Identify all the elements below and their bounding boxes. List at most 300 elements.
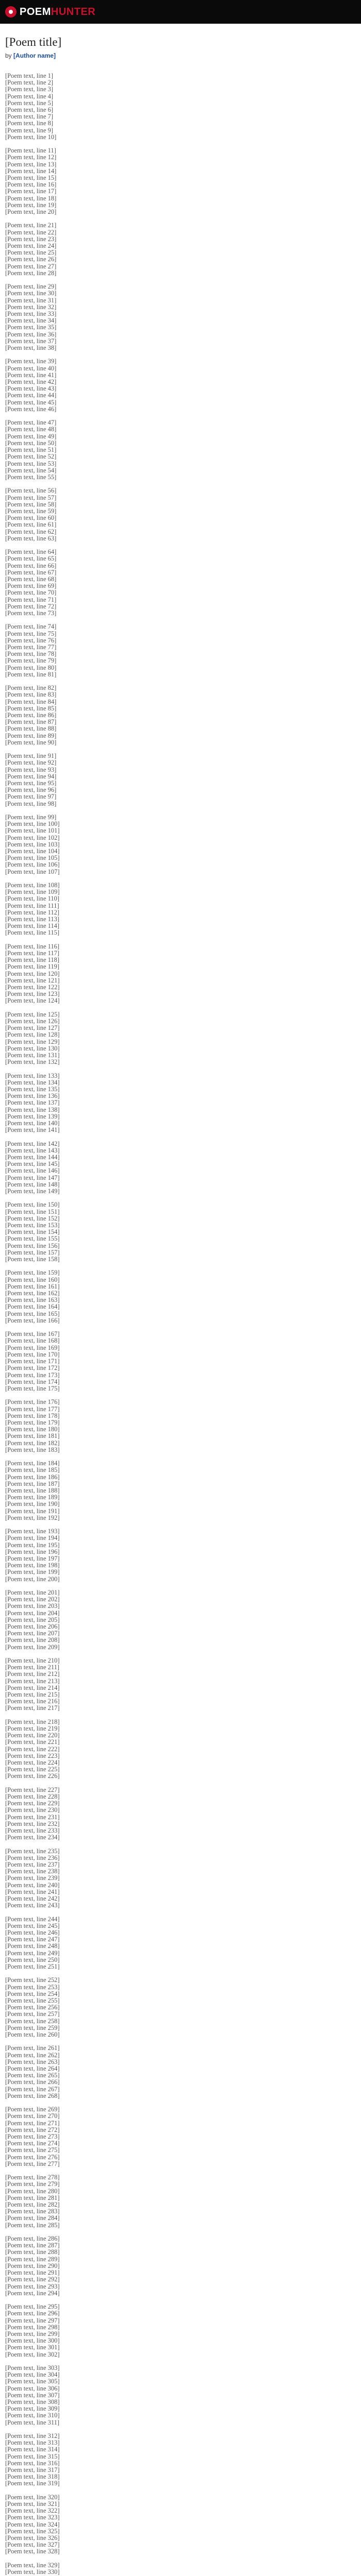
poem-line: [Poem text, line 286] (5, 2235, 60, 2243)
poem-line: [Poem text, line 245] (5, 1922, 60, 1929)
poem-line: [Poem text, line 150] (5, 1201, 60, 1209)
poem-line: [Poem text, line 120] (5, 970, 60, 977)
poem-line: [Poem text, line 295] (5, 2303, 60, 2311)
poem-line: [Poem text, line 289] (5, 2256, 60, 2263)
poem-line: [Poem text, line 141] (5, 1127, 60, 1134)
poem-line: [Poem text, line 112] (5, 909, 60, 916)
poem-line: [Poem text, line 314] (5, 2446, 60, 2453)
poem-line: [Poem text, line 173] (5, 1371, 60, 1379)
stanza-break (5, 1521, 273, 1528)
poem-line: [Poem text, line 171] (5, 1358, 60, 1365)
poem-line: [Poem text, line 176] (5, 1399, 60, 1406)
poem-line: [Poem text, line 45] (5, 399, 57, 406)
poem-line: [Poem text, line 142] (5, 1140, 60, 1147)
poem-line: [Poem text, line 95] (5, 779, 57, 787)
poem-line: [Poem text, line 100] (5, 821, 60, 828)
poem-line: [Poem text, line 199] (5, 1569, 60, 1576)
stanza-break (5, 351, 273, 358)
poem-line: [Poem text, line 13] (5, 161, 57, 168)
poem-line: [Poem text, line 25] (5, 249, 57, 257)
stanza-break (5, 2038, 273, 2045)
poem-line: [Poem text, line 189] (5, 1494, 60, 1501)
poem-line: [Poem text, line 82] (5, 685, 57, 692)
poem-line: [Poem text, line 27] (5, 263, 57, 270)
poem-line: [Poem text, line 88] (5, 725, 57, 733)
poem-line: [Poem text, line 328] (5, 2548, 60, 2555)
poem-line: [Poem text, line 296] (5, 2310, 60, 2317)
poem-line: [Poem text, line 198] (5, 1562, 60, 1569)
poem-line: [Poem text, line 313] (5, 2439, 60, 2447)
stanza-break (5, 215, 273, 222)
poem-line: [Poem text, line 265] (5, 2072, 60, 2079)
poem-line: [Poem text, line 235] (5, 1848, 60, 1855)
poem-line: [Poem text, line 320] (5, 2494, 60, 2501)
poem-line: [Poem text, line 324] (5, 2521, 60, 2528)
poem-line: [Poem text, line 32] (5, 303, 57, 311)
poem-line: [Poem text, line 193] (5, 1528, 60, 1535)
poem-line: [Poem text, line 267] (5, 2086, 60, 2093)
poem-line: [Poem text, line 304] (5, 2371, 60, 2379)
stanza-break (5, 277, 273, 283)
poem-line: [Poem text, line 195] (5, 1541, 60, 1549)
poem-line: [Poem text, line 268] (5, 2092, 60, 2099)
poem-line: [Poem text, line 116] (5, 943, 60, 950)
poem-line: [Poem text, line 316] (5, 2460, 60, 2467)
poem-line: [Poem text, line 31] (5, 297, 57, 304)
poem-line: [Poem text, line 113] (5, 916, 60, 923)
poem-line: [Poem text, line 188] (5, 1487, 60, 1494)
poem-line: [Poem text, line 130] (5, 1045, 60, 1052)
poem-line: [Poem text, line 24] (5, 243, 57, 250)
poem-line: [Poem text, line 156] (5, 1242, 60, 1249)
poem-line: [Poem text, line 15] (5, 175, 57, 182)
poem-line: [Poem text, line 219] (5, 1725, 60, 1732)
poem-line: [Poem text, line 311] (5, 2419, 60, 2426)
poem-line: [Poem text, line 228] (5, 1793, 60, 1800)
poem-line: [Poem text, line 79] (5, 657, 57, 665)
poem-line: [Poem text, line 48] (5, 426, 57, 433)
poem-line: [Poem text, line 47] (5, 419, 57, 427)
poem-line: [Poem text, line 307] (5, 2392, 60, 2399)
poem-line: [Poem text, line 212] (5, 1671, 60, 1678)
poem-line: [Poem text, line 190] (5, 1501, 60, 1508)
poem-line: [Poem text, line 57] (5, 494, 57, 501)
poem-line: [Poem text, line 110] (5, 895, 60, 903)
poem-line: [Poem text, line 292] (5, 2276, 60, 2283)
poem-line: [Poem text, line 240] (5, 1882, 60, 1889)
poem-line: [Poem text, line 206] (5, 1623, 60, 1630)
stanza-break (5, 807, 273, 814)
poem-line: [Poem text, line 315] (5, 2453, 60, 2460)
poem-line: [Poem text, line 64] (5, 549, 57, 556)
poem-page (0, 24, 361, 2576)
poem-line: [Poem text, line 256] (5, 2004, 60, 2011)
poem-line: [Poem text, line 281] (5, 2194, 60, 2201)
poem-line: [Poem text, line 301] (5, 2344, 60, 2351)
poem-line: [Poem text, line 30] (5, 290, 57, 297)
poem-line: [Poem text, line 146] (5, 1167, 60, 1175)
poem-line: [Poem text, line 203] (5, 1603, 60, 1610)
poem-line: [Poem text, line 319] (5, 2480, 60, 2487)
poem-line: [Poem text, line 216] (5, 1698, 60, 1705)
poem-line: [Poem text, line 248] (5, 1943, 60, 1950)
poem-line: [Poem text, line 119] (5, 963, 60, 971)
stanza-break (5, 1263, 273, 1269)
poem-line: [Poem text, line 2] (5, 79, 54, 87)
poem-line: [Poem text, line 258] (5, 2018, 60, 2025)
stanza-break (5, 2229, 273, 2235)
poem-line: [Poem text, line 165] (5, 1310, 60, 1317)
poem-line: [Poem text, line 71] (5, 596, 57, 603)
poem-line: [Poem text, line 169] (5, 1344, 60, 1351)
poem-line: [Poem text, line 217] (5, 1705, 60, 1712)
poem-line: [Poem text, line 226] (5, 1773, 60, 1780)
poem-line: [Poem text, line 192] (5, 1514, 60, 1521)
stanza-break (5, 678, 273, 685)
poem-line: [Poem text, line 201] (5, 1589, 60, 1596)
poem-line: [Poem text, line 3] (5, 86, 54, 93)
poem-line: [Poem text, line 86] (5, 711, 57, 719)
poem-line: [Poem text, line 106] (5, 861, 60, 869)
poem-line: [Poem text, line 276] (5, 2154, 60, 2161)
poem-line: [Poem text, line 187] (5, 1480, 60, 1487)
poem-line: [Poem text, line 308] (5, 2398, 60, 2405)
poem-line: [Poem text, line 73] (5, 609, 57, 617)
poem-line: [Poem text, line 44] (5, 392, 57, 399)
poem-line: [Poem text, line 249] (5, 1950, 60, 1957)
poem-line: [Poem text, line 92] (5, 759, 57, 767)
poem-line: [Poem text, line 114] (5, 923, 60, 930)
poem-line: [Poem text, line 60] (5, 515, 57, 522)
poem-line: [Poem text, line 239] (5, 1875, 60, 1882)
poem-line: [Poem text, line 123] (5, 991, 60, 998)
poem-line: [Poem text, line 1] (5, 73, 54, 79)
poem-line: [Poem text, line 191] (5, 1507, 60, 1515)
poem-line: [Poem text, line 231] (5, 1814, 60, 1821)
poem-line: [Poem text, line 266] (5, 2079, 60, 2086)
poem-line: [Poem text, line 269] (5, 2106, 60, 2113)
poem-line: [Poem text, line 180] (5, 1426, 60, 1433)
poem-line: [Poem text, line 223] (5, 1752, 60, 1759)
stanza-break (5, 1651, 273, 1657)
site-logo[interactable] (20, 6, 95, 18)
poem-line: [Poem text, line 183] (5, 1446, 60, 1453)
stanza-break (5, 1453, 273, 1460)
poem-line: [Poem text, line 20] (5, 209, 57, 216)
poem-line: [Poem text, line 261] (5, 2045, 60, 2052)
poem-line: [Poem text, line 234] (5, 1834, 60, 1841)
poem-line: [Poem text, line 126] (5, 1018, 60, 1025)
poem-line: [Poem text, line 69] (5, 583, 57, 590)
poem-line: [Poem text, line 278] (5, 2174, 60, 2181)
poem-line: [Poem text, line 175] (5, 1385, 60, 1392)
poem-line: [Poem text, line 61] (5, 521, 57, 529)
poem-line: [Poem text, line 54] (5, 467, 57, 474)
poem-line: [Poem text, line 204] (5, 1609, 60, 1617)
poem-line: [Poem text, line 291] (5, 2269, 60, 2277)
poem-line: [Poem text, line 133] (5, 1072, 60, 1079)
poem-line: [Poem text, line 154] (5, 1229, 60, 1236)
poem-line: [Poem text, line 317] (5, 2466, 60, 2473)
poem-line: [Poem text, line 285] (5, 2222, 60, 2229)
stanza-break (5, 413, 273, 419)
poem-line: [Poem text, line 272] (5, 2126, 60, 2133)
poem-line: [Poem text, line 222] (5, 1745, 60, 1753)
poem-line: [Poem text, line 40] (5, 365, 57, 372)
stanza-break (5, 2555, 273, 2562)
poem-line: [Poem text, line 246] (5, 1929, 60, 1937)
poem-line: [Poem text, line 227] (5, 1786, 60, 1793)
poem-line: [Poem text, line 55] (5, 473, 57, 481)
poem-line: [Poem text, line 145] (5, 1161, 60, 1168)
poem-line: [Poem text, line 50] (5, 439, 57, 447)
poem-line: [Poem text, line 94] (5, 773, 57, 780)
poem-line: [Poem text, line 279] (5, 2181, 60, 2188)
poem-line: [Poem text, line 41] (5, 371, 57, 379)
poem-line: [Poem text, line 26] (5, 256, 57, 263)
poem-line: [Poem text, line 85] (5, 705, 57, 712)
poem-line: [Poem text, line 93] (5, 766, 57, 773)
poem-line: [Poem text, line 104] (5, 848, 60, 855)
poem-line: [Poem text, line 321] (5, 2500, 60, 2507)
poem-line: [Poem text, line 78] (5, 651, 57, 658)
poem-line: [Poem text, line 221] (5, 1739, 60, 1746)
poem-line: [Poem text, line 115] (5, 929, 60, 937)
poem-line: [Poem text, line 262] (5, 2052, 60, 2059)
poem-line: [Poem text, line 310] (5, 2412, 60, 2419)
poem-line: [Poem text, line 164] (5, 1303, 60, 1311)
poem-line: [Poem text, line 125] (5, 1011, 60, 1018)
poem-line: [Poem text, line 284] (5, 2215, 60, 2222)
poem-line: [Poem text, line 196] (5, 1548, 60, 1555)
poem-line: [Poem text, line 300] (5, 2337, 60, 2345)
poem-line: [Poem text, line 39] (5, 358, 57, 365)
poem-line: [Poem text, line 8] (5, 120, 54, 127)
poem-line: [Poem text, line 70] (5, 589, 57, 597)
poem-line: [Poem text, line 118] (5, 957, 60, 964)
logo-text-accent: HUNTER (51, 6, 96, 18)
poem-line: [Poem text, line 233] (5, 1827, 60, 1834)
poem-line: [Poem text, line 7] (5, 113, 54, 121)
poem-line: [Poem text, line 90] (5, 739, 57, 746)
poem-line: [Poem text, line 271] (5, 2120, 60, 2127)
poem-line: [Poem text, line 38] (5, 345, 57, 352)
poem-line: [Poem text, line 102] (5, 834, 60, 841)
poem-line: [Poem text, line 159] (5, 1269, 60, 1277)
poem-line: [Poem text, line 263] (5, 2058, 60, 2065)
poem-line: [Poem text, line 91] (5, 753, 57, 760)
stanza-break (5, 542, 273, 549)
poem-line: [Poem text, line 11] (5, 147, 56, 155)
poem-line: [Poem text, line 323] (5, 2514, 60, 2521)
poem-line: [Poem text, line 306] (5, 2385, 60, 2392)
poem-line: [Poem text, line 305] (5, 2378, 60, 2385)
poem-line: [Poem text, line 49] (5, 433, 57, 440)
stanza-break (5, 1841, 273, 1848)
poem-line: [Poem text, line 209] (5, 1643, 60, 1651)
poem-line: [Poem text, line 68] (5, 575, 57, 583)
stanza-break (5, 481, 273, 487)
poem-line: [Poem text, line 101] (5, 827, 60, 835)
poem-line: [Poem text, line 294] (5, 2290, 60, 2297)
stanza-break (5, 746, 273, 753)
poem-line: [Poem text, line 36] (5, 331, 57, 338)
poem-line: [Poem text, line 290] (5, 2262, 60, 2269)
poem-line: [Poem text, line 140] (5, 1120, 60, 1127)
poem-line: [Poem text, line 229] (5, 1800, 60, 1807)
poem-line: [Poem text, line 318] (5, 2473, 60, 2481)
poem-line: [Poem text, line 138] (5, 1106, 60, 1113)
poem-line: [Poem text, line 297] (5, 2317, 60, 2324)
poem-line: [Poem text, line 253] (5, 1984, 60, 1991)
poem-line: [Poem text, line 83] (5, 691, 57, 699)
poem-line: [Poem text, line 77] (5, 643, 57, 651)
poem-line: [Poem text, line 157] (5, 1249, 60, 1256)
poem-line: [Poem text, line 151] (5, 1208, 60, 1215)
poem-line: [Poem text, line 139] (5, 1113, 60, 1120)
poem-line: [Poem text, line 6] (5, 107, 54, 114)
poem-line: [Poem text, line 35] (5, 324, 57, 331)
poem-line: [Poem text, line 167] (5, 1331, 60, 1338)
poem-line: [Poem text, line 74] (5, 623, 57, 631)
poem-line: [Poem text, line 283] (5, 2208, 60, 2215)
poem-line: [Poem text, line 254] (5, 1990, 60, 1997)
poem-line: [Poem text, line 163] (5, 1297, 60, 1304)
poem-line: [Poem text, line 28] (5, 269, 57, 277)
poem-line: [Poem text, line 210] (5, 1657, 60, 1664)
poem-line: [Poem text, line 132] (5, 1059, 60, 1066)
poem-line: [Poem text, line 66] (5, 562, 57, 569)
poem-line: [Poem text, line 178] (5, 1412, 60, 1419)
poem-title: [Poem title] (5, 36, 62, 48)
poem-line: [Poem text, line 213] (5, 1677, 60, 1685)
poem-line: [Poem text, line 327] (5, 2541, 60, 2549)
poem-line: [Poem text, line 76] (5, 637, 57, 644)
poem-line: [Poem text, line 34] (5, 317, 57, 325)
poem-line: [Poem text, line 326] (5, 2534, 60, 2541)
poem-line: [Poem text, line 161] (5, 1283, 60, 1290)
poem-line: [Poem text, line 309] (5, 2405, 60, 2413)
poem-line: [Poem text, line 293] (5, 2283, 60, 2290)
poem-line: [Poem text, line 58] (5, 501, 57, 508)
poem-line: [Poem text, line 186] (5, 1473, 60, 1481)
poem-line: [Poem text, line 19] (5, 201, 57, 209)
stanza-break (5, 1005, 273, 1011)
stanza-break (5, 1909, 273, 1916)
poem-line: [Poem text, line 59] (5, 507, 57, 515)
poem-line: [Poem text, line 121] (5, 977, 60, 984)
poem-line: [Poem text, line 96] (5, 787, 57, 794)
poem-line: [Poem text, line 252] (5, 1977, 60, 1984)
poem-line: [Poem text, line 257] (5, 2011, 60, 2018)
author-link[interactable]: [Author name] (13, 52, 56, 59)
poem-line: [Poem text, line 208] (5, 1637, 60, 1644)
poem-line: [Poem text, line 270] (5, 2113, 60, 2120)
poem-line: [Poem text, line 152] (5, 1215, 60, 1222)
logo-text: POEM (20, 6, 51, 18)
site-header (0, 0, 361, 24)
poem-line: [Poem text, line 255] (5, 1997, 60, 2005)
poem-line: [Poem text, line 329] (5, 2562, 60, 2569)
poem-line: [Poem text, line 99] (5, 814, 57, 821)
poem-line: [Poem text, line 260] (5, 2031, 60, 2039)
poem-line: [Poem text, line 103] (5, 841, 60, 848)
poem-line: [Poem text, line 143] (5, 1147, 60, 1154)
poem-line: [Poem text, line 282] (5, 2201, 60, 2209)
poem-line: [Poem text, line 287] (5, 2242, 60, 2249)
poem-line: [Poem text, line 166] (5, 1317, 60, 1324)
poem-line: [Poem text, line 124] (5, 997, 60, 1005)
poem-line: [Poem text, line 181] (5, 1433, 60, 1440)
poem-line: [Poem text, line 177] (5, 1405, 60, 1413)
poem-line: [Poem text, line 160] (5, 1276, 60, 1283)
stanza-break (5, 1392, 273, 1399)
poem-line: [Poem text, line 18] (5, 195, 57, 202)
poem-line: [Poem text, line 53] (5, 460, 57, 467)
poem-line: [Poem text, line 174] (5, 1378, 60, 1385)
site-logo-icon[interactable] (5, 6, 17, 18)
stanza-break (5, 937, 273, 943)
poem-line: [Poem text, line 207] (5, 1630, 60, 1637)
poem-line: [Poem text, line 108] (5, 882, 60, 889)
poem-line: [Poem text, line 182] (5, 1439, 60, 1447)
poem-line: [Poem text, line 22] (5, 229, 57, 236)
poem-line: [Poem text, line 137] (5, 1099, 60, 1107)
poem-line: [Poem text, line 89] (5, 732, 57, 739)
poem-line: [Poem text, line 230] (5, 1807, 60, 1814)
poem-line: [Poem text, line 232] (5, 1820, 60, 1827)
poem-line: [Poem text, line 194] (5, 1535, 60, 1542)
poem-line: [Poem text, line 136] (5, 1093, 60, 1100)
poem-line: [Poem text, line 202] (5, 1596, 60, 1603)
poem-line: [Poem text, line 184] (5, 1460, 60, 1467)
poem-line: [Poem text, line 185] (5, 1467, 60, 1474)
poem-line: [Poem text, line 46] (5, 405, 57, 413)
poem-line: [Poem text, line 111] (5, 902, 59, 909)
poem-line: [Poem text, line 215] (5, 1691, 60, 1698)
poem-line: [Poem text, line 127] (5, 1025, 60, 1032)
stanza-break (5, 1780, 273, 1787)
poem-line: [Poem text, line 52] (5, 453, 57, 461)
poem-line: [Poem text, line 105] (5, 855, 60, 862)
poem-line: [Poem text, line 72] (5, 603, 57, 610)
poem-line: [Poem text, line 322] (5, 2507, 60, 2515)
poem-line: [Poem text, line 298] (5, 2324, 60, 2331)
poem-line: [Poem text, line 162] (5, 1290, 60, 1297)
poem-line: [Poem text, line 4] (5, 93, 54, 100)
poem-line: [Poem text, line 200] (5, 1575, 60, 1583)
poem-line: [Poem text, line 43] (5, 385, 57, 393)
poem-line: [Poem text, line 63] (5, 535, 57, 542)
poem-byline (5, 52, 356, 59)
poem-line: [Poem text, line 237] (5, 1861, 60, 1868)
poem-line: [Poem text, line 37] (5, 337, 57, 345)
poem-line: [Poem text, line 51] (5, 447, 57, 454)
stanza-break (5, 1195, 273, 1201)
poem-line: [Poem text, line 12] (5, 154, 57, 161)
stanza-break (5, 141, 273, 147)
poem-line: [Poem text, line 241] (5, 1888, 60, 1895)
poem-line: [Poem text, line 144] (5, 1154, 60, 1161)
poem-line: [Poem text, line 81] (5, 671, 57, 678)
poem-line: [Poem text, line 67] (5, 569, 57, 576)
poem-line: [Poem text, line 147] (5, 1174, 60, 1181)
poem-line: [Poem text, line 122] (5, 984, 60, 991)
poem-line: [Poem text, line 98] (5, 800, 57, 807)
poem-line: [Poem text, line 80] (5, 664, 57, 671)
poem-line: [Poem text, line 218] (5, 1718, 60, 1725)
byline-prefix: by (5, 52, 12, 59)
